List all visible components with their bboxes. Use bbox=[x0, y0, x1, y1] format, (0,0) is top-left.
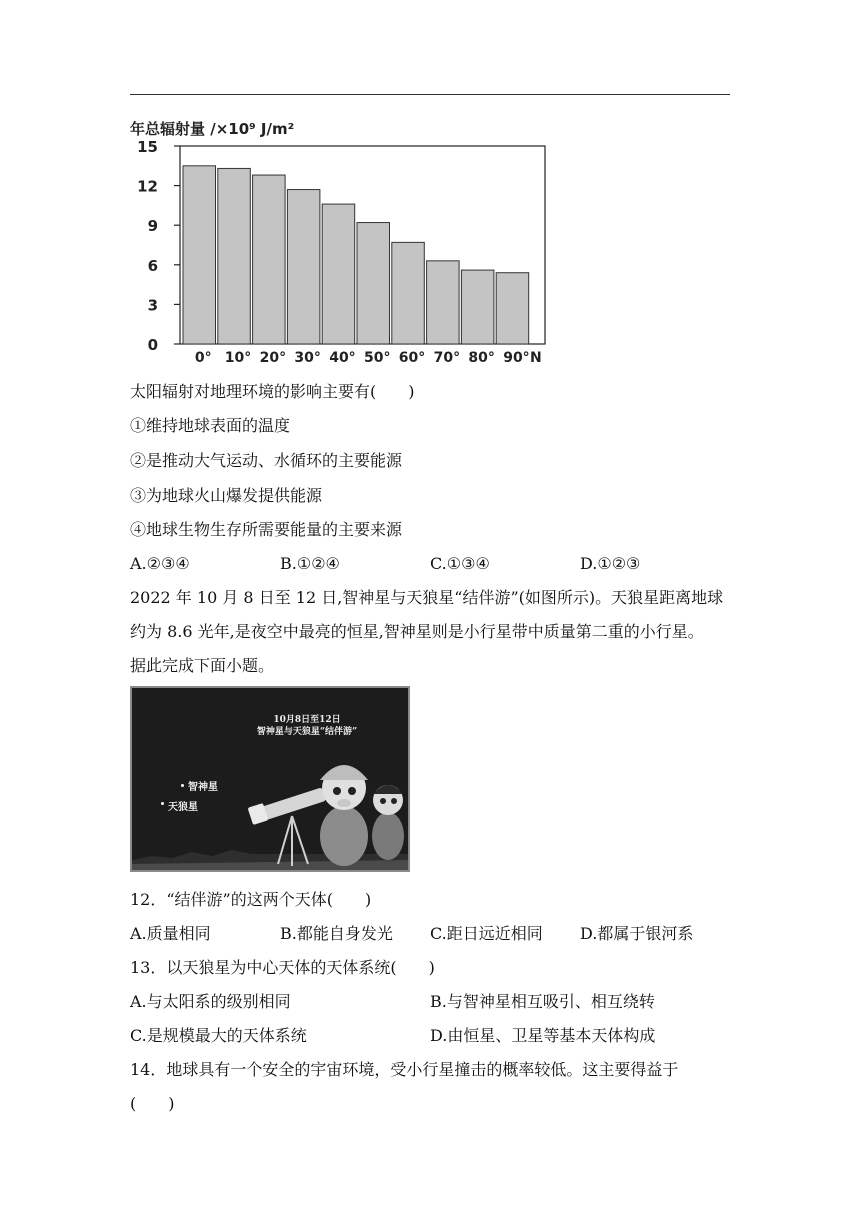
question-intro: 太阳辐射对地理环境的影响主要有( ) bbox=[130, 382, 415, 401]
label-pallas: 智神星 bbox=[188, 782, 218, 793]
y-tick-label: 3 bbox=[147, 296, 158, 315]
bar-5 bbox=[357, 223, 390, 344]
q12-option-d[interactable]: D.都属于银河系 bbox=[580, 924, 694, 943]
q13-option-a[interactable]: A.与太阳系的级别相同 bbox=[130, 992, 291, 1011]
image-caption-date: 10月8日至12日 bbox=[273, 715, 341, 725]
statement-4: ④地球生物生存所需要能量的主要来源 bbox=[130, 520, 403, 539]
x-tick-label: 80° bbox=[468, 350, 495, 366]
statement-2: ②是推动大气运动、水循环的主要能源 bbox=[130, 451, 403, 470]
bar-7 bbox=[427, 261, 460, 344]
x-tick-label: 90° bbox=[503, 350, 530, 366]
q11-option-a[interactable]: A.②③④ bbox=[130, 554, 190, 573]
bar-3 bbox=[287, 190, 320, 344]
q14-stem: 14．地球具有一个安全的宇宙环境，受小行星撞击的概率较低。这主要得益于 bbox=[130, 1060, 679, 1079]
x-tick-label: 70° bbox=[433, 350, 461, 366]
bar-2 bbox=[253, 175, 286, 344]
bar-9 bbox=[496, 273, 529, 344]
q13-option-d[interactable]: D.由恒星、卫星等基本天体构成 bbox=[430, 1026, 656, 1045]
bar-0 bbox=[183, 166, 216, 344]
image-caption-title: 智神星与天狼星“结伴游” bbox=[256, 727, 358, 737]
header-rule bbox=[130, 94, 730, 95]
y-tick-label: 15 bbox=[137, 138, 158, 156]
label-sirius: 天狼星 bbox=[168, 802, 198, 813]
q11-option-d[interactable]: D.①②③ bbox=[580, 554, 641, 573]
x-tick-label: 50° bbox=[364, 350, 391, 366]
q12-option-a[interactable]: A.质量相同 bbox=[130, 924, 211, 943]
passage-line-2: 约为 8.6 光年,是夜空中最亮的恒星,智神星则是小行星带中质量第二重的小行星。 bbox=[130, 622, 704, 641]
q12-option-b[interactable]: B.都能自身发光 bbox=[280, 924, 393, 943]
y-ticks-group bbox=[137, 138, 180, 354]
radiation-bar-chart bbox=[125, 112, 565, 368]
astronomers-telescope-icon bbox=[132, 688, 408, 870]
chart-title: 年总辐射量 /×10⁹ J/m² bbox=[130, 120, 295, 138]
q12-option-c[interactable]: C.距日远近相同 bbox=[430, 924, 543, 943]
bar-1 bbox=[218, 168, 251, 344]
q11-option-c[interactable]: C.①③④ bbox=[430, 554, 490, 573]
bar-4 bbox=[322, 204, 355, 344]
passage-line-1: 2022 年 10 月 8 日至 12 日,智神星与天狼星“结伴游”(如图所示)。天狼星距离地球 bbox=[130, 588, 724, 607]
x-tick-label: 60° bbox=[398, 350, 426, 366]
x-axis-end-label: N bbox=[530, 350, 542, 366]
x-tick-label: 30° bbox=[294, 350, 321, 366]
y-tick-label: 9 bbox=[147, 217, 158, 236]
x-labels-group bbox=[195, 350, 542, 366]
q13-option-b[interactable]: B.与智神星相互吸引、相互绕转 bbox=[430, 992, 655, 1011]
x-tick-label: 20° bbox=[259, 350, 287, 366]
q13-stem: 13．以天狼星为中心天体的天体系统( ) bbox=[130, 958, 435, 977]
star-illustration bbox=[130, 686, 410, 872]
bar-8 bbox=[461, 270, 494, 344]
x-tick-label: 0° bbox=[194, 350, 212, 366]
q13-option-c[interactable]: C.是规模最大的天体系统 bbox=[130, 1026, 307, 1045]
y-tick-label: 6 bbox=[147, 256, 158, 275]
q12-stem: 12．“结伴游”的这两个天体( ) bbox=[130, 890, 372, 909]
bar-6 bbox=[392, 242, 425, 344]
x-tick-label: 10° bbox=[224, 350, 252, 366]
statement-3: ③为地球火山爆发提供能源 bbox=[130, 486, 323, 505]
q14-stem-cont: ( ) bbox=[130, 1094, 175, 1113]
statement-1: ①维持地球表面的温度 bbox=[130, 416, 291, 435]
y-tick-label: 0 bbox=[147, 336, 158, 354]
x-tick-label: 40° bbox=[329, 350, 356, 366]
y-tick-label: 12 bbox=[137, 177, 158, 196]
bars-group bbox=[183, 166, 529, 344]
passage-line-3: 据此完成下面小题。 bbox=[130, 656, 275, 675]
q11-option-b[interactable]: B.①②④ bbox=[280, 554, 340, 573]
